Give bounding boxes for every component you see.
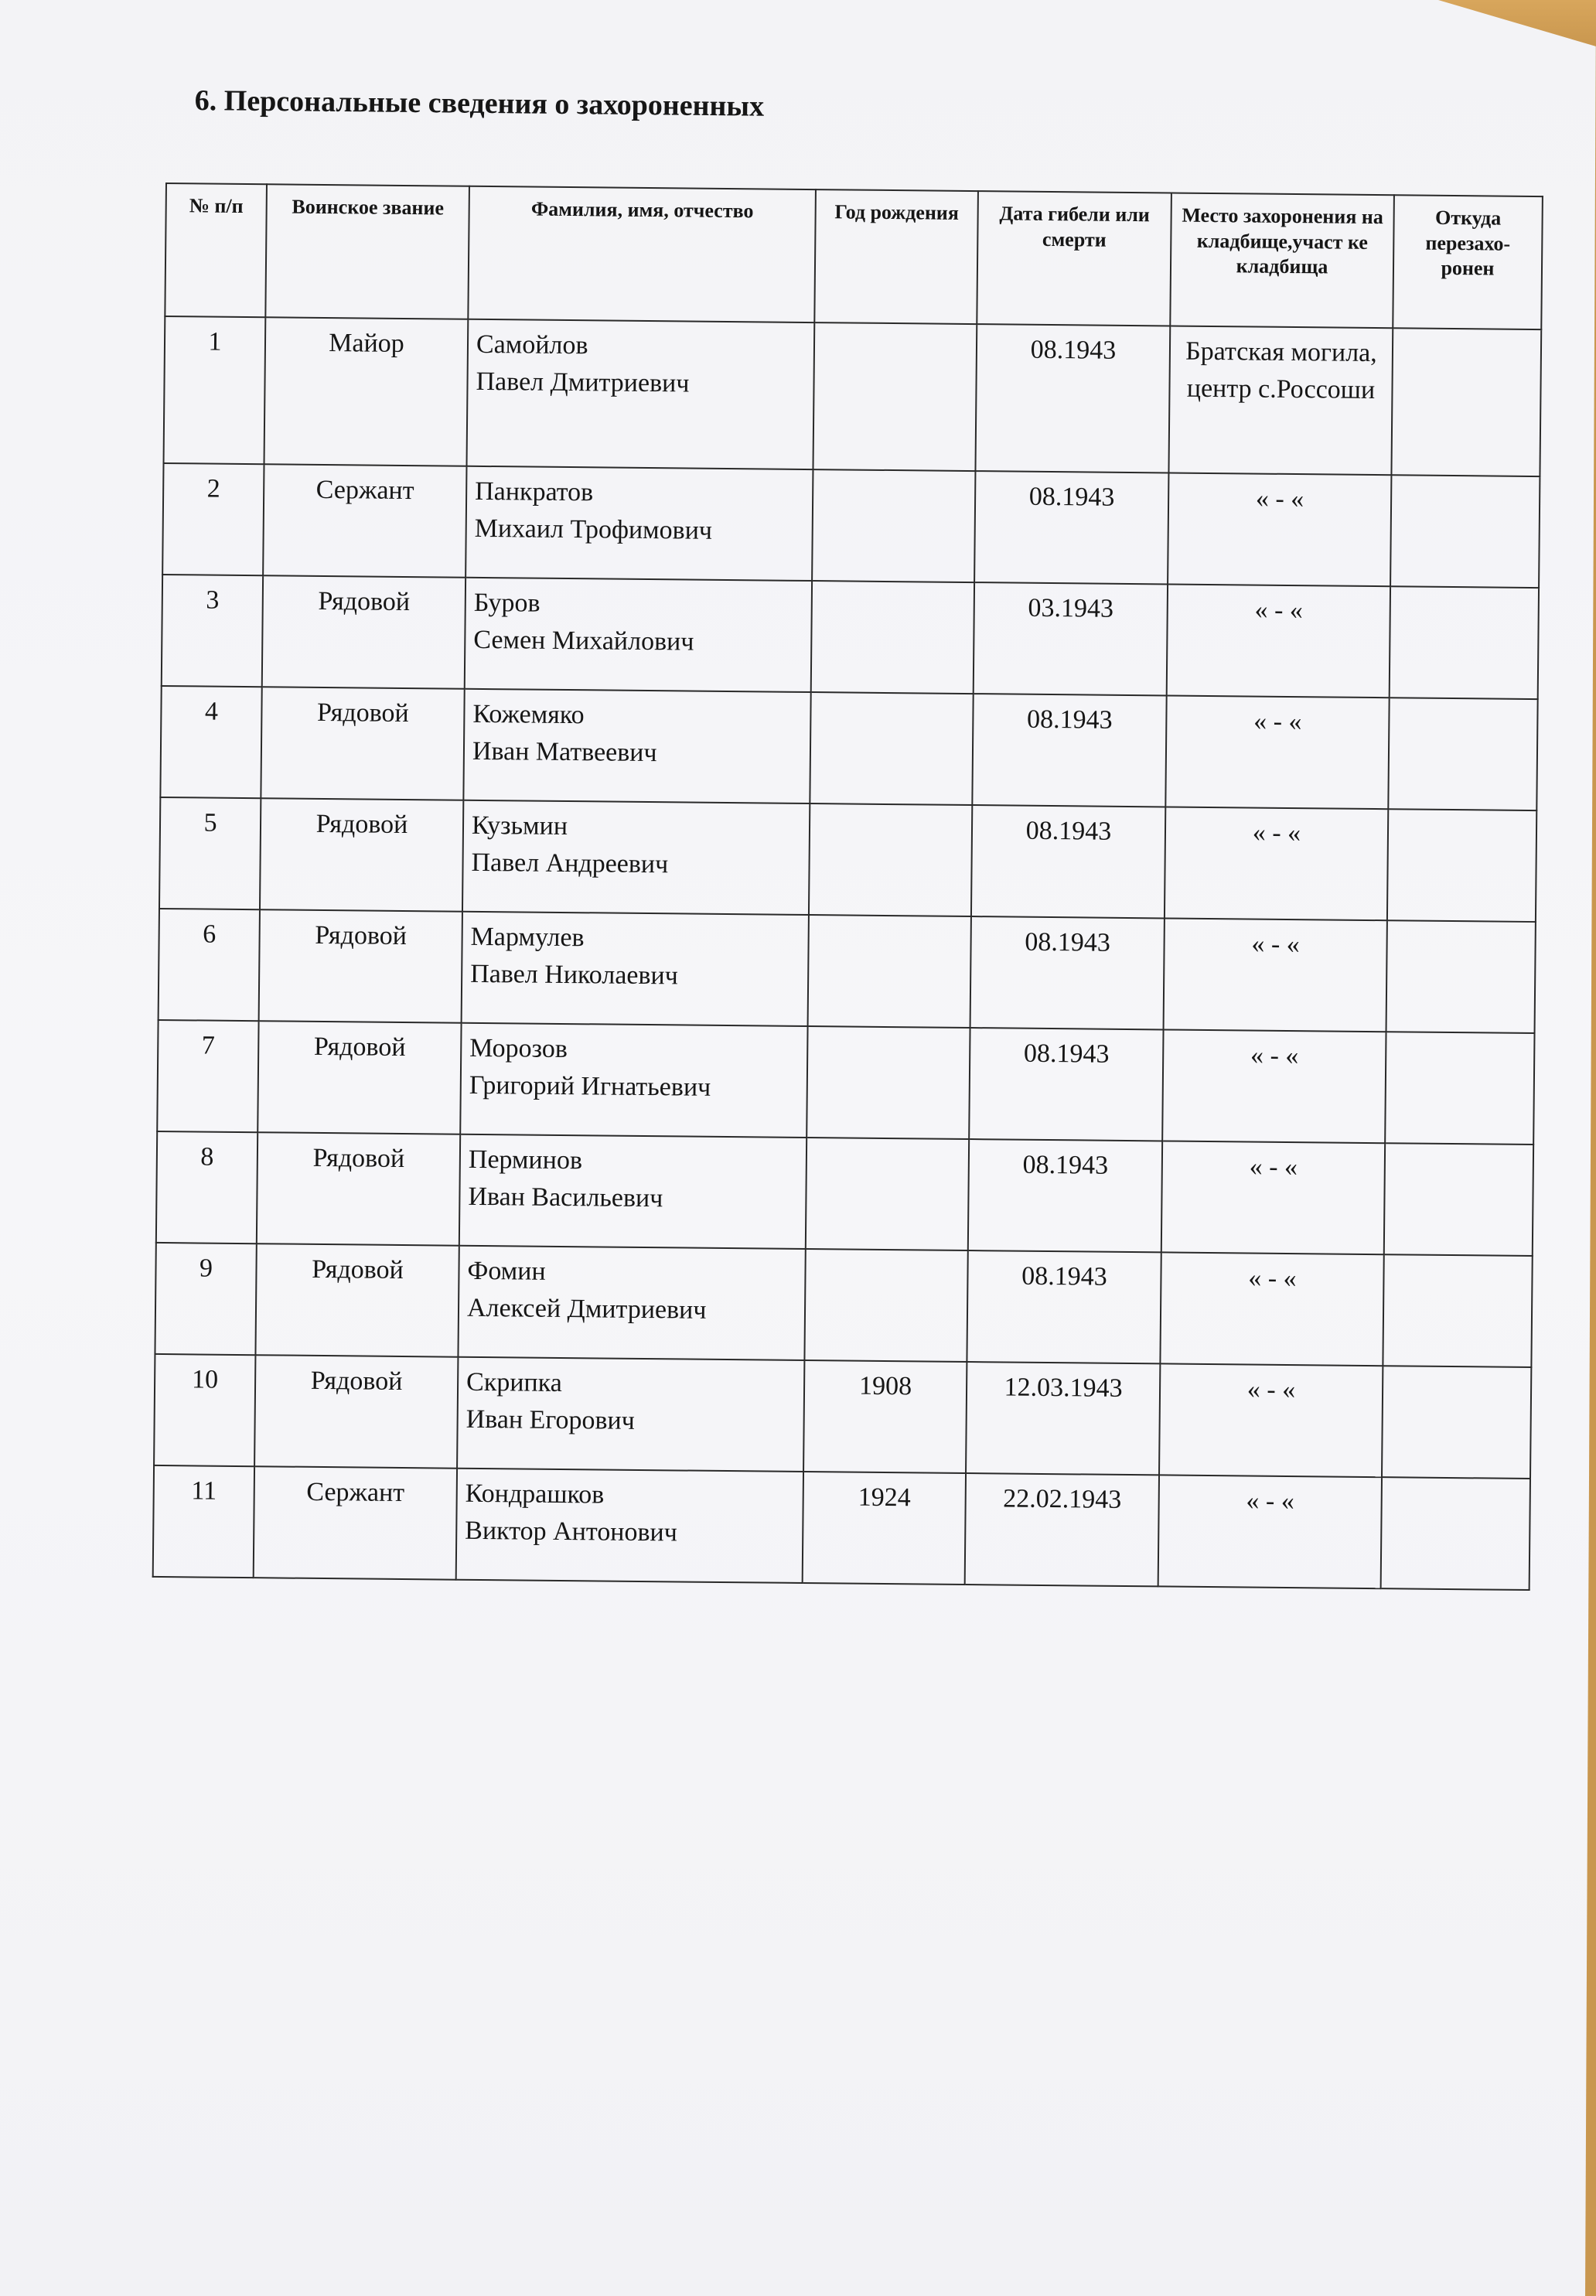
cell-rank: Сержант bbox=[263, 464, 466, 578]
cell-full-name bbox=[456, 1469, 803, 1583]
cell-given-names: Павел Дмитриевич bbox=[476, 367, 690, 398]
cell-full-name bbox=[466, 319, 814, 469]
table-row bbox=[162, 463, 1540, 588]
cell-reburied-from bbox=[1381, 1477, 1530, 1590]
cell-reburied-from bbox=[1384, 1143, 1533, 1256]
header-birth-year: Год рождения bbox=[814, 189, 978, 324]
cell-full-name bbox=[465, 578, 812, 692]
cell-death-date: 22.02.1943 bbox=[965, 1473, 1159, 1586]
cell-rank: Майор bbox=[264, 317, 469, 466]
cell-surname: Морозов bbox=[469, 1033, 568, 1064]
cell-burial-place: « - « bbox=[1165, 695, 1389, 809]
cell-burial-place: « - « bbox=[1168, 473, 1391, 586]
cell-full-name bbox=[457, 1357, 804, 1472]
header-name: Фамилия, имя, отчество bbox=[468, 186, 816, 322]
table-row bbox=[157, 1020, 1534, 1145]
cell-num: 11 bbox=[153, 1465, 254, 1578]
cell-surname: Кузьмин bbox=[471, 810, 568, 841]
cell-death-date: 08.1943 bbox=[967, 1250, 1161, 1363]
cell-burial-place: « - « bbox=[1164, 918, 1387, 1032]
cell-birth-year bbox=[806, 1138, 969, 1250]
cell-given-names: Иван Матвеевич bbox=[472, 737, 657, 768]
header-death-date: Дата гибели или смерти bbox=[977, 191, 1171, 326]
table-row bbox=[164, 316, 1542, 476]
cell-rank: Рядовой bbox=[255, 1244, 459, 1357]
header-reburied-from: Откуда перезахо-ронен bbox=[1393, 195, 1543, 329]
cell-burial-place: « - « bbox=[1159, 1363, 1383, 1477]
cell-full-name bbox=[460, 1023, 807, 1138]
cell-surname: Фомин bbox=[467, 1256, 546, 1286]
cell-given-names: Семен Михайлович bbox=[473, 626, 694, 657]
header-num: № п/п bbox=[165, 183, 267, 317]
cell-given-names: Виктор Антонович bbox=[465, 1516, 678, 1547]
cell-surname: Кожемяко bbox=[472, 699, 585, 730]
header-burial-place: Место захоронения на кладбище,участ ке кладбища bbox=[1170, 193, 1394, 328]
cell-num: 5 bbox=[159, 797, 261, 909]
burials-table bbox=[152, 183, 1543, 1591]
cell-num: 3 bbox=[162, 575, 263, 687]
cell-num: 2 bbox=[162, 463, 264, 575]
cell-num: 6 bbox=[159, 909, 260, 1021]
cell-reburied-from bbox=[1382, 1366, 1531, 1479]
cell-rank: Сержант bbox=[254, 1466, 457, 1580]
cell-surname: Панкратов bbox=[475, 476, 594, 507]
table-row bbox=[153, 1465, 1530, 1590]
cell-birth-year bbox=[809, 803, 972, 916]
cell-rank: Рядовой bbox=[257, 1021, 461, 1134]
cell-given-names: Иван Егорович bbox=[466, 1405, 636, 1436]
cell-rank: Рядовой bbox=[259, 909, 462, 1023]
cell-given-names: Павел Андреевич bbox=[471, 848, 669, 879]
cell-given-names: Григорий Игнатьевич bbox=[469, 1071, 711, 1103]
cell-num: 1 bbox=[164, 316, 266, 464]
cell-full-name bbox=[462, 912, 809, 1026]
header-row bbox=[165, 183, 1543, 329]
cell-num: 9 bbox=[155, 1243, 256, 1355]
table-row bbox=[154, 1354, 1531, 1479]
document-title: 6. Персональные сведения о захороненных bbox=[194, 84, 765, 123]
cell-given-names: Михаил Трофимович bbox=[474, 514, 713, 546]
cell-surname: Буров bbox=[473, 588, 541, 618]
cell-reburied-from bbox=[1391, 328, 1541, 476]
cell-birth-year: 1924 bbox=[803, 1472, 966, 1585]
table-row bbox=[159, 909, 1536, 1033]
header-rank: Воинское звание bbox=[265, 184, 469, 319]
cell-surname: Мармулев bbox=[470, 922, 585, 953]
cell-surname: Перминов bbox=[468, 1145, 583, 1175]
cell-reburied-from bbox=[1385, 1032, 1534, 1145]
cell-death-date: 08.1943 bbox=[972, 694, 1166, 807]
table-row bbox=[160, 686, 1537, 810]
cell-given-names: Иван Васильевич bbox=[468, 1182, 663, 1213]
cell-full-name bbox=[458, 1246, 805, 1360]
cell-rank: Рядовой bbox=[257, 1132, 460, 1246]
cell-surname: Кондрашков bbox=[465, 1479, 605, 1510]
cell-reburied-from bbox=[1388, 698, 1537, 810]
cell-num: 4 bbox=[160, 686, 261, 798]
cell-burial-place: Братская могила, центр с.Россоши bbox=[1168, 326, 1393, 475]
table-row bbox=[159, 797, 1536, 922]
cell-birth-year bbox=[812, 469, 975, 582]
cell-reburied-from bbox=[1387, 809, 1536, 922]
cell-death-date: 08.1943 bbox=[974, 471, 1168, 584]
cell-surname: Самойлов bbox=[476, 329, 588, 360]
cell-death-date: 08.1943 bbox=[970, 916, 1165, 1029]
cell-birth-year bbox=[808, 915, 971, 1028]
table-row bbox=[155, 1243, 1532, 1367]
cell-death-date: 12.03.1943 bbox=[966, 1362, 1160, 1475]
cell-full-name bbox=[462, 800, 810, 915]
cell-death-date: 03.1943 bbox=[974, 582, 1168, 695]
cell-num: 10 bbox=[154, 1354, 255, 1466]
cell-num: 7 bbox=[157, 1020, 258, 1132]
cell-death-date: 08.1943 bbox=[975, 324, 1170, 473]
cell-burial-place: « - « bbox=[1165, 807, 1388, 920]
table-body bbox=[153, 316, 1542, 1590]
cell-rank: Рядовой bbox=[262, 575, 466, 689]
cell-full-name bbox=[459, 1134, 807, 1249]
cell-birth-year bbox=[810, 692, 973, 805]
cell-burial-place: « - « bbox=[1160, 1252, 1383, 1366]
burials-table-wrapper bbox=[152, 183, 1543, 1591]
cell-reburied-from bbox=[1383, 1254, 1532, 1367]
cell-num: 8 bbox=[156, 1131, 257, 1244]
cell-birth-year bbox=[807, 1026, 970, 1139]
cell-reburied-from bbox=[1390, 586, 1539, 699]
cell-burial-place: « - « bbox=[1161, 1141, 1385, 1254]
table-row bbox=[156, 1131, 1533, 1256]
cell-rank: Рядовой bbox=[254, 1355, 458, 1469]
cell-birth-year: 1908 bbox=[803, 1360, 967, 1473]
cell-given-names: Павел Николаевич bbox=[470, 960, 679, 991]
cell-full-name bbox=[463, 689, 810, 803]
cell-death-date: 08.1943 bbox=[969, 1028, 1163, 1141]
cell-birth-year bbox=[811, 581, 974, 694]
cell-birth-year bbox=[804, 1249, 967, 1362]
cell-given-names: Алексей Дмитриевич bbox=[466, 1294, 707, 1325]
cell-reburied-from bbox=[1390, 475, 1540, 588]
cell-burial-place: « - « bbox=[1158, 1475, 1382, 1588]
cell-burial-place: « - « bbox=[1167, 584, 1390, 698]
cell-full-name bbox=[466, 466, 813, 581]
cell-rank: Рядовой bbox=[261, 687, 464, 800]
cell-burial-place: « - « bbox=[1162, 1029, 1386, 1143]
cell-death-date: 08.1943 bbox=[971, 805, 1165, 918]
cell-rank: Рядовой bbox=[260, 798, 463, 912]
table-row bbox=[162, 575, 1539, 699]
cell-death-date: 08.1943 bbox=[968, 1139, 1162, 1252]
cell-surname: Скрипка bbox=[466, 1367, 562, 1397]
cell-birth-year bbox=[813, 322, 977, 471]
cell-reburied-from bbox=[1386, 920, 1536, 1033]
